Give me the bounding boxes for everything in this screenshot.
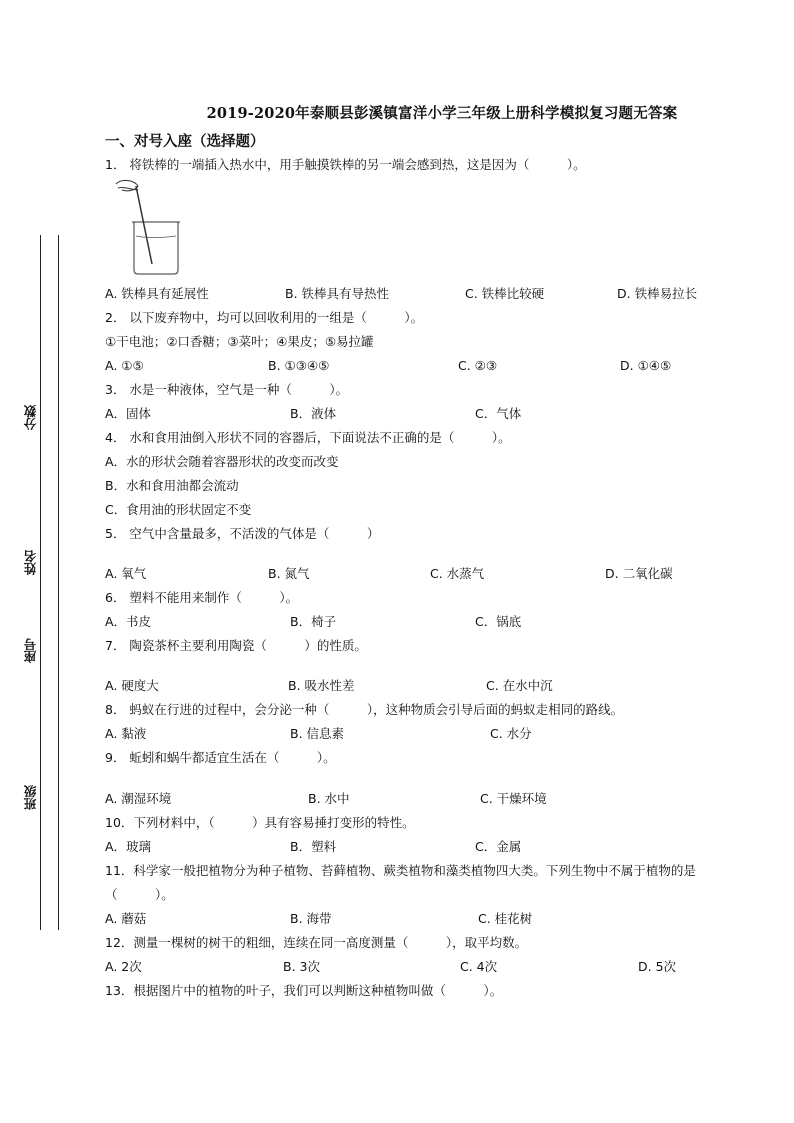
seat-label: 座号 (23, 638, 38, 663)
q7-option-b: B. 吸水性差 (288, 678, 355, 693)
q5-option-c: C. 水蒸气 (430, 566, 485, 581)
q12-option-b: B. 3次 (283, 959, 320, 974)
q9-option-c: C. 干燥环境 (480, 791, 547, 806)
q6-option-b: B．椅子 (290, 614, 337, 629)
q12-option-d: D. 5次 (638, 959, 677, 974)
q9-option-b: B. 水中 (308, 791, 350, 806)
q5-option-d: D. 二氧化碳 (605, 566, 673, 581)
q4-option-c: C．食用油的形状固定不变 (105, 502, 252, 517)
q1-option-c: C. 铁棒比较硬 (465, 286, 545, 301)
q11-option-b: B. 海带 (290, 911, 332, 926)
question-10-stem: 10．下列材料中，（ ）具有容易捶打变形的特性。 (105, 815, 415, 830)
question-2-items: ①干电池；②口香糖；③菜叶；④果皮；⑤易拉罐 (105, 334, 374, 349)
beaker-illustration (108, 178, 184, 276)
q1-option-d: D. 铁棒易拉长 (617, 286, 698, 301)
score-blank (40, 300, 41, 450)
binding-line-inner (58, 235, 59, 930)
page-title: 2019-2020年泰顺县彭溪镇富洋小学三年级上册科学模拟复习题无答案 (206, 105, 678, 122)
q2-option-a: A. ①⑤ (105, 358, 144, 373)
q2-option-b: B. ①③④⑤ (268, 358, 330, 373)
question-6-stem: 6． 塑料不能用来制作（ ）。 (105, 590, 299, 605)
q12-option-c: C. 4次 (460, 959, 498, 974)
q10-option-b: B．塑料 (290, 839, 337, 854)
q1-option-a: A. 铁棒具有延展性 (105, 286, 209, 301)
q11-option-a: A. 蘑菇 (105, 911, 147, 926)
q3-option-c: C．气体 (475, 406, 522, 421)
q3-option-a: A．固体 (105, 406, 152, 421)
q4-option-a: A．水的形状会随着容器形状的改变而改变 (105, 454, 339, 469)
q10-option-a: A．玻璃 (105, 839, 152, 854)
q10-option-c: C．金属 (475, 839, 522, 854)
q8-option-a: A. 黏液 (105, 726, 147, 741)
q1-option-b: B. 铁棒具有导热性 (285, 286, 390, 301)
q7-option-c: C. 在水中沉 (486, 678, 553, 693)
question-4-stem: 4． 水和食用油倒入形状不同的容器后，下面说法不正确的是（ ）。 (105, 430, 511, 445)
q12-option-a: A. 2次 (105, 959, 142, 974)
q5-option-b: B. 氮气 (268, 566, 310, 581)
q4-option-b: B．水和食用油都会流动 (105, 478, 239, 493)
q7-option-a: A. 硬度大 (105, 678, 159, 693)
q9-option-a: A. 潮湿环境 (105, 791, 172, 806)
q6-option-c: C．锅底 (475, 614, 522, 629)
question-2-stem: 2． 以下废弃物中，均可以回收利用的一组是（ ）。 (105, 310, 424, 325)
score-label: 分数 (23, 405, 38, 430)
q8-option-b: B. 信息素 (290, 726, 345, 741)
question-11-stem: 11．科学家一般把植物分为种子植物、苔藓植物、蕨类植物和藻类植物四大类。下列生物中不属于植物的是 (105, 863, 696, 878)
question-3-stem: 3． 水是一种液体，空气是一种（ ）。 (105, 382, 349, 397)
question-1-stem: 1． 将铁棒的一端插入热水中，用手触摸铁棒的另一端会感到热，这是因为（ ）。 (105, 157, 586, 172)
class-label: 班级 (23, 785, 38, 810)
question-7-stem: 7． 陶瓷茶杯主要利用陶瓷（ ）的性质。 (105, 638, 367, 653)
question-12-stem: 12．测量一棵树的树干的粗细，连续在同一高度测量（ ），取平均数。 (105, 935, 528, 950)
name-label: 姓名 (23, 550, 38, 575)
question-9-stem: 9． 蚯蚓和蜗牛都适宜生活在（ ）。 (105, 750, 336, 765)
question-11-stem-cont: （ ）。 (105, 887, 174, 902)
q11-option-c: C. 桂花树 (478, 911, 533, 926)
question-13-stem: 13．根据图片中的植物的叶子，我们可以判断这种植物叫做（ ）。 (105, 983, 503, 998)
q3-option-b: B．液体 (290, 406, 337, 421)
section-heading: 一、对号入座（选择题） (105, 134, 265, 150)
q6-option-a: A．书皮 (105, 614, 152, 629)
q2-option-c: C. ②③ (458, 358, 498, 373)
q5-option-a: A. 氧气 (105, 566, 147, 581)
question-8-stem: 8． 蚂蚁在行进的过程中，会分泌一种（ ），这种物质会引导后面的蚂蚁走相同的路线。 (105, 702, 624, 717)
q8-option-c: C. 水分 (490, 726, 532, 741)
question-5-stem: 5． 空气中含量最多，不活泼的气体是（ ） (105, 526, 380, 541)
q2-option-d: D. ①④⑤ (620, 358, 672, 373)
